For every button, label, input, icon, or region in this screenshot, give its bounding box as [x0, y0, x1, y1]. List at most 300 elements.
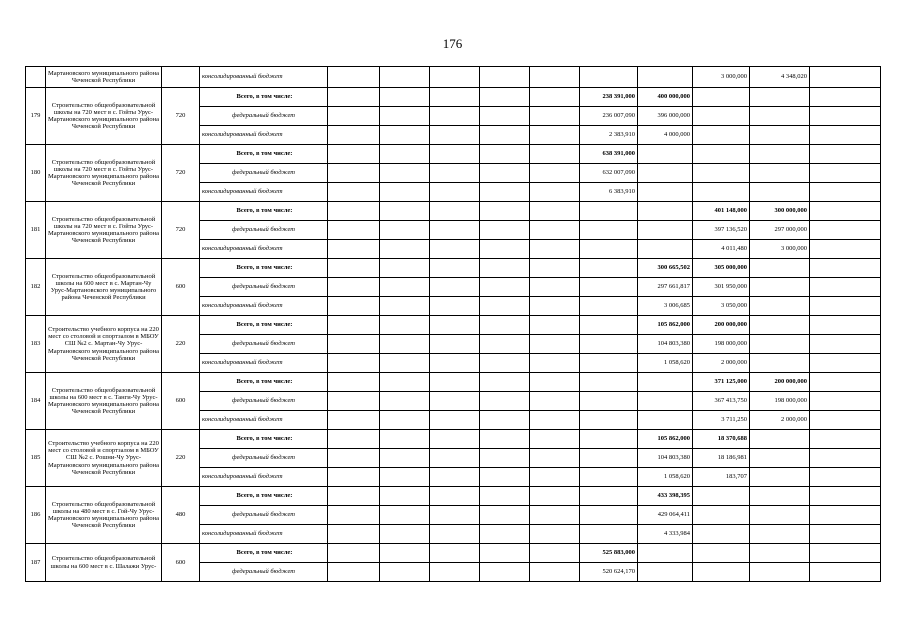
value-cell [638, 392, 693, 411]
value-cell [380, 126, 430, 145]
value-cell [380, 145, 430, 164]
table-row [26, 430, 881, 449]
value-cell: 3 006,685 [638, 297, 693, 316]
value-cell [480, 278, 530, 297]
value-cell [810, 392, 881, 411]
budget-type-cell: консолидированный бюджет [200, 411, 328, 430]
value-cell [430, 316, 480, 335]
budget-type-cell: Всего, в том числе: [200, 544, 328, 563]
value-cell [810, 525, 881, 544]
value-cell [750, 506, 810, 525]
value-cell [530, 126, 580, 145]
value-cell [810, 373, 881, 392]
value-cell: 18 370,688 [693, 430, 750, 449]
value-cell [480, 373, 530, 392]
capacity-cell: 600 [162, 259, 200, 316]
value-cell: 198 000,000 [693, 335, 750, 354]
value-cell [480, 506, 530, 525]
value-cell [480, 354, 530, 373]
value-cell: 638 391,000 [580, 145, 638, 164]
value-cell [380, 354, 430, 373]
value-cell: 104 803,380 [638, 335, 693, 354]
table-body [26, 67, 881, 582]
capacity-cell: 600 [162, 373, 200, 430]
value-cell [380, 183, 430, 202]
value-cell [480, 183, 530, 202]
value-cell: 200 000,000 [693, 316, 750, 335]
value-cell [638, 373, 693, 392]
value-cell [328, 544, 380, 563]
value-cell [810, 487, 881, 506]
value-cell [530, 373, 580, 392]
value-cell [328, 449, 380, 468]
value-cell [328, 145, 380, 164]
value-cell: 4 011,480 [693, 240, 750, 259]
value-cell [530, 411, 580, 430]
value-cell [430, 525, 480, 544]
value-cell: 3 711,250 [693, 411, 750, 430]
value-cell [380, 67, 430, 88]
value-cell [380, 107, 430, 126]
value-cell [693, 506, 750, 525]
value-cell [480, 126, 530, 145]
value-cell [750, 88, 810, 107]
value-cell [638, 563, 693, 582]
row-number-cell: 181 [26, 202, 46, 259]
row-number-cell [26, 67, 46, 88]
value-cell [380, 468, 430, 487]
value-cell [530, 525, 580, 544]
value-cell: 2 383,910 [580, 126, 638, 145]
budget-type-cell: федеральный бюджет [200, 392, 328, 411]
value-cell [380, 430, 430, 449]
capacity-cell: 220 [162, 316, 200, 373]
value-cell [530, 544, 580, 563]
value-cell [328, 506, 380, 525]
value-cell [693, 563, 750, 582]
value-cell: 4 348,020 [750, 67, 810, 88]
value-cell [480, 335, 530, 354]
value-cell [638, 67, 693, 88]
table-row [26, 373, 881, 392]
value-cell [580, 202, 638, 221]
value-cell: 433 398,395 [638, 487, 693, 506]
value-cell [480, 449, 530, 468]
value-cell [430, 563, 480, 582]
value-cell: 301 950,000 [693, 278, 750, 297]
value-cell [380, 88, 430, 107]
value-cell [430, 373, 480, 392]
value-cell [810, 430, 881, 449]
value-cell [430, 145, 480, 164]
budget-type-cell: федеральный бюджет [200, 449, 328, 468]
value-cell [580, 373, 638, 392]
value-cell [380, 411, 430, 430]
value-cell [380, 316, 430, 335]
value-cell [530, 392, 580, 411]
row-number-cell: 185 [26, 430, 46, 487]
value-cell [380, 164, 430, 183]
value-cell [430, 278, 480, 297]
value-cell [750, 525, 810, 544]
value-cell [530, 145, 580, 164]
value-cell [380, 202, 430, 221]
value-cell [328, 278, 380, 297]
budget-type-cell: Всего, в том числе: [200, 202, 328, 221]
value-cell: 6 383,910 [580, 183, 638, 202]
row-number-cell: 187 [26, 544, 46, 582]
value-cell: 4 000,000 [638, 126, 693, 145]
value-cell [750, 126, 810, 145]
value-cell [638, 183, 693, 202]
table-row [26, 544, 881, 563]
table-row [26, 316, 881, 335]
budget-type-cell: федеральный бюджет [200, 164, 328, 183]
budget-type-cell: консолидированный бюджет [200, 67, 328, 88]
value-cell [328, 88, 380, 107]
value-cell [580, 259, 638, 278]
project-name-cell: Строительство учебного корпуса на 220 мест со столовой и спортзалом в МБОУ СШ №2 с. Рошни-Чу Урус-Мартановского муниципального района Чеченской Республики [46, 430, 162, 487]
value-cell [480, 544, 530, 563]
value-cell [480, 297, 530, 316]
value-cell [810, 335, 881, 354]
value-cell [750, 487, 810, 506]
value-cell [810, 221, 881, 240]
value-cell [580, 525, 638, 544]
capacity-cell: 720 [162, 202, 200, 259]
value-cell: 396 000,000 [638, 107, 693, 126]
budget-type-cell: консолидированный бюджет [200, 240, 328, 259]
value-cell [638, 202, 693, 221]
value-cell [480, 202, 530, 221]
value-cell [380, 221, 430, 240]
value-cell [380, 449, 430, 468]
value-cell [530, 259, 580, 278]
value-cell [480, 411, 530, 430]
value-cell [380, 525, 430, 544]
value-cell [750, 449, 810, 468]
value-cell [380, 335, 430, 354]
value-cell [430, 487, 480, 506]
value-cell [530, 297, 580, 316]
value-cell [430, 126, 480, 145]
value-cell [750, 107, 810, 126]
value-cell [693, 164, 750, 183]
row-number-cell: 180 [26, 145, 46, 202]
value-cell: 2 000,000 [693, 354, 750, 373]
row-number-cell: 179 [26, 88, 46, 145]
value-cell [530, 88, 580, 107]
value-cell [480, 392, 530, 411]
capacity-cell: 600 [162, 544, 200, 582]
value-cell [810, 202, 881, 221]
value-cell [810, 278, 881, 297]
budget-type-cell: Всего, в том числе: [200, 88, 328, 107]
value-cell [480, 107, 530, 126]
value-cell: 397 136,520 [693, 221, 750, 240]
table-row [26, 145, 881, 164]
budget-type-cell: Всего, в том числе: [200, 145, 328, 164]
value-cell [693, 544, 750, 563]
value-cell: 1 058,620 [638, 354, 693, 373]
value-cell [380, 487, 430, 506]
value-cell [328, 297, 380, 316]
budget-type-cell: Всего, в том числе: [200, 487, 328, 506]
value-cell [430, 88, 480, 107]
value-cell [693, 525, 750, 544]
value-cell [580, 278, 638, 297]
value-cell [693, 183, 750, 202]
value-cell: 4 333,984 [638, 525, 693, 544]
value-cell [638, 221, 693, 240]
value-cell [328, 430, 380, 449]
value-cell [530, 107, 580, 126]
value-cell [480, 563, 530, 582]
value-cell [380, 392, 430, 411]
project-name-cell: Строительство общеобразовательной школы на 720 мест в с. Гойты Урус-Мартановского муниципального района Чеченской Республики [46, 88, 162, 145]
value-cell [693, 145, 750, 164]
value-cell [380, 278, 430, 297]
project-name-cell: Строительство общеобразовательной школы на 720 мест в с. Гойты Урус-Мартановского муниципального района Чеченской Республики [46, 202, 162, 259]
value-cell [328, 107, 380, 126]
value-cell [810, 183, 881, 202]
value-cell: 367 413,750 [693, 392, 750, 411]
budget-type-cell: консолидированный бюджет [200, 468, 328, 487]
value-cell [380, 373, 430, 392]
value-cell [580, 240, 638, 259]
value-cell: 200 000,000 [750, 373, 810, 392]
value-cell: 3 000,000 [693, 67, 750, 88]
value-cell [810, 88, 881, 107]
value-cell [638, 411, 693, 430]
value-cell [328, 468, 380, 487]
table-row [26, 259, 881, 278]
value-cell [530, 164, 580, 183]
value-cell [530, 430, 580, 449]
value-cell [750, 259, 810, 278]
value-cell [328, 316, 380, 335]
value-cell [480, 430, 530, 449]
value-cell [430, 202, 480, 221]
budget-type-cell: федеральный бюджет [200, 107, 328, 126]
value-cell: 300 665,502 [638, 259, 693, 278]
budget-type-cell: федеральный бюджет [200, 221, 328, 240]
value-cell [638, 240, 693, 259]
value-cell [580, 221, 638, 240]
row-number-cell: 186 [26, 487, 46, 544]
value-cell [380, 544, 430, 563]
row-number-cell: 182 [26, 259, 46, 316]
value-cell [480, 145, 530, 164]
value-cell [328, 411, 380, 430]
value-cell [430, 544, 480, 563]
project-name-cell: Строительство общеобразовательной школы на 600 мест в с. Мартан-Чу Урус-Мартановского муниципального района Чеченской Республики [46, 259, 162, 316]
value-cell [380, 259, 430, 278]
value-cell [580, 449, 638, 468]
capacity-cell: 720 [162, 145, 200, 202]
value-cell [430, 221, 480, 240]
value-cell: 400 000,000 [638, 88, 693, 107]
value-cell [693, 487, 750, 506]
value-cell [810, 449, 881, 468]
value-cell: 3 000,000 [750, 240, 810, 259]
budget-type-cell: федеральный бюджет [200, 506, 328, 525]
value-cell [810, 544, 881, 563]
value-cell [638, 145, 693, 164]
budget-type-cell: Всего, в том числе: [200, 259, 328, 278]
value-cell: 401 148,000 [693, 202, 750, 221]
value-cell [530, 202, 580, 221]
value-cell [328, 221, 380, 240]
budget-type-cell: федеральный бюджет [200, 335, 328, 354]
budget-type-cell: Всего, в том числе: [200, 430, 328, 449]
value-cell: 300 000,000 [750, 202, 810, 221]
budget-type-cell: консолидированный бюджет [200, 354, 328, 373]
value-cell [530, 354, 580, 373]
value-cell [580, 297, 638, 316]
value-cell [328, 563, 380, 582]
value-cell [580, 468, 638, 487]
value-cell [810, 506, 881, 525]
capacity-cell: 220 [162, 430, 200, 487]
value-cell [530, 506, 580, 525]
value-cell [750, 164, 810, 183]
value-cell [693, 126, 750, 145]
budget-type-cell: консолидированный бюджет [200, 126, 328, 145]
value-cell: 2 000,000 [750, 411, 810, 430]
value-cell [810, 145, 881, 164]
value-cell [750, 278, 810, 297]
value-cell [693, 107, 750, 126]
value-cell [430, 392, 480, 411]
value-cell [328, 335, 380, 354]
budget-type-cell: консолидированный бюджет [200, 525, 328, 544]
value-cell [580, 430, 638, 449]
value-cell: 297 000,000 [750, 221, 810, 240]
value-cell [328, 164, 380, 183]
value-cell: 525 883,000 [580, 544, 638, 563]
value-cell [328, 183, 380, 202]
value-cell [328, 240, 380, 259]
value-cell [750, 563, 810, 582]
table-row [26, 88, 881, 107]
value-cell [810, 67, 881, 88]
value-cell [328, 373, 380, 392]
value-cell [530, 221, 580, 240]
project-name-cell: Строительство общеобразовательной школы на 720 мест в с. Гойты Урус-Мартановского муниципального района Чеченской Республики [46, 145, 162, 202]
value-cell: 18 186,981 [693, 449, 750, 468]
value-cell [530, 335, 580, 354]
value-cell [580, 67, 638, 88]
value-cell: 1 058,620 [638, 468, 693, 487]
value-cell [380, 297, 430, 316]
row-number-cell: 184 [26, 373, 46, 430]
value-cell [430, 411, 480, 430]
capacity-cell [162, 67, 200, 88]
value-cell [580, 354, 638, 373]
value-cell [580, 316, 638, 335]
value-cell [750, 335, 810, 354]
value-cell: 105 862,000 [638, 430, 693, 449]
value-cell: 520 624,170 [580, 563, 638, 582]
value-cell: 104 803,380 [638, 449, 693, 468]
value-cell [480, 67, 530, 88]
table-row [26, 202, 881, 221]
value-cell [750, 430, 810, 449]
value-cell [810, 259, 881, 278]
value-cell [580, 506, 638, 525]
value-cell [580, 411, 638, 430]
project-name-cell: Строительство общеобразовательной школы на 600 мест в с. Шалажи Урус- [46, 544, 162, 582]
value-cell [530, 278, 580, 297]
budget-table [25, 66, 881, 582]
value-cell [380, 240, 430, 259]
value-cell [480, 487, 530, 506]
value-cell: 371 125,000 [693, 373, 750, 392]
page-number: 176 [442, 36, 463, 51]
value-cell [430, 67, 480, 88]
value-cell: 632 007,090 [580, 164, 638, 183]
value-cell [430, 430, 480, 449]
value-cell [530, 183, 580, 202]
value-cell [380, 506, 430, 525]
value-cell [530, 468, 580, 487]
value-cell [530, 240, 580, 259]
value-cell [430, 240, 480, 259]
value-cell [530, 67, 580, 88]
value-cell [810, 107, 881, 126]
value-cell [750, 468, 810, 487]
value-cell [430, 506, 480, 525]
value-cell [750, 145, 810, 164]
capacity-cell: 480 [162, 487, 200, 544]
value-cell [328, 126, 380, 145]
value-cell: 198 000,000 [750, 392, 810, 411]
value-cell [430, 335, 480, 354]
value-cell [750, 354, 810, 373]
value-cell: 236 007,090 [580, 107, 638, 126]
value-cell [750, 544, 810, 563]
value-cell [810, 126, 881, 145]
value-cell [810, 354, 881, 373]
value-cell [530, 487, 580, 506]
project-name-cell: Мартановского муниципального района Чеченской Республики [46, 67, 162, 88]
value-cell: 3 050,000 [693, 297, 750, 316]
value-cell [480, 164, 530, 183]
value-cell [810, 316, 881, 335]
value-cell [328, 525, 380, 544]
value-cell [480, 221, 530, 240]
budget-type-cell: федеральный бюджет [200, 278, 328, 297]
value-cell [750, 297, 810, 316]
value-cell [480, 88, 530, 107]
value-cell [328, 392, 380, 411]
value-cell [750, 183, 810, 202]
value-cell [580, 392, 638, 411]
project-name-cell: Строительство учебного корпуса на 220 мест со столовой и спортзалом в МБОУ СШ №2 с. Мартан-Чу Урус-Мартановского муниципального района Чеченской Республики [46, 316, 162, 373]
value-cell [810, 164, 881, 183]
value-cell: 297 661,817 [638, 278, 693, 297]
value-cell [430, 354, 480, 373]
value-cell [328, 259, 380, 278]
value-cell [810, 563, 881, 582]
value-cell [328, 202, 380, 221]
table-row [26, 67, 881, 88]
value-cell [380, 563, 430, 582]
value-cell [328, 487, 380, 506]
value-cell [430, 449, 480, 468]
value-cell [480, 468, 530, 487]
